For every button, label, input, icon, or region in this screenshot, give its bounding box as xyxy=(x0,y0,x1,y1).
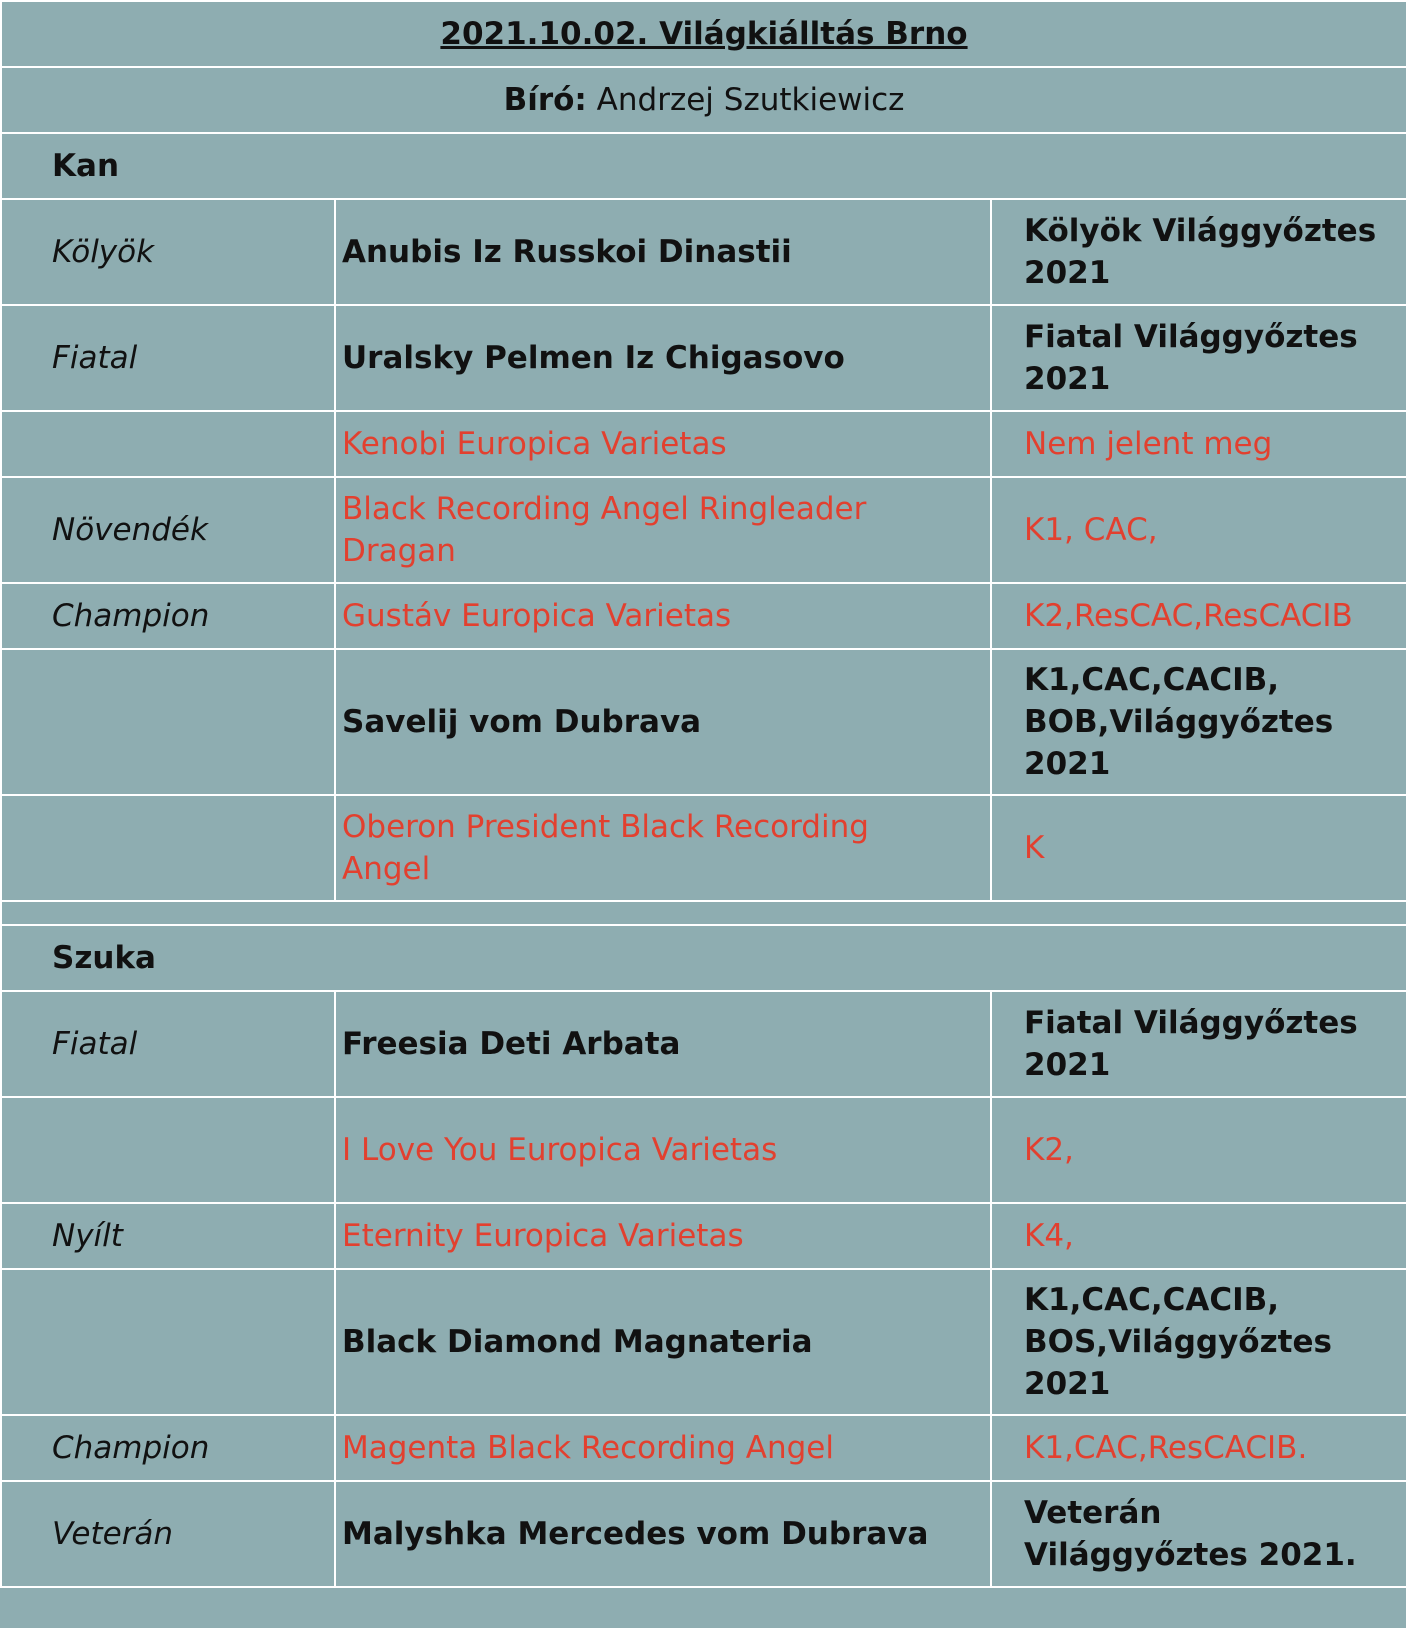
class-cell: Fiatal xyxy=(1,991,335,1097)
table-row xyxy=(1,1269,1406,1415)
result-cell: Nem jelent meg xyxy=(991,411,1406,477)
dog-name-cell: Black Diamond Magnateria xyxy=(335,1269,991,1415)
table-row xyxy=(1,795,1406,901)
dog-name-cell: Anubis Iz Russkoi Dinastii xyxy=(335,199,991,305)
table-row xyxy=(1,1203,1406,1269)
table-row xyxy=(1,1415,1406,1481)
result-cell: K1,CAC,ResCACIB. xyxy=(991,1415,1406,1481)
dog-name-cell: Malyshka Mercedes vom Dubrava xyxy=(335,1481,991,1587)
dog-name-cell: Kenobi Europica Varietas xyxy=(335,411,991,477)
dog-name-cell: Oberon President Black Recording Angel xyxy=(335,795,991,901)
section-heading: Kan xyxy=(1,133,1406,199)
table-row xyxy=(1,1097,1406,1203)
dog-name-cell: Uralsky Pelmen Iz Chigasovo xyxy=(335,305,991,411)
table-row xyxy=(1,411,1406,477)
dog-name-cell: Freesia Deti Arbata xyxy=(335,991,991,1097)
dog-name-cell: Gustáv Europica Varietas xyxy=(335,583,991,649)
class-cell: Champion xyxy=(1,583,335,649)
result-cell: K1,CAC,CACIB, BOS,Világgyőztes 2021 xyxy=(991,1269,1406,1415)
class-cell: Veterán xyxy=(1,1481,335,1587)
section-row-kan xyxy=(1,133,1406,199)
table-row xyxy=(1,991,1406,1097)
section-row-szuka xyxy=(1,925,1406,991)
dog-name-cell: Black Recording Angel Ringleader Dragan xyxy=(335,477,991,583)
class-cell xyxy=(1,795,335,901)
class-cell: Kölyök xyxy=(1,199,335,305)
page-title: 2021.10.02. Világkiálltás Brno xyxy=(1,1,1406,67)
table-row xyxy=(1,305,1406,411)
class-cell xyxy=(1,1097,335,1203)
result-cell: Fiatal Világgyőztes 2021 xyxy=(991,991,1406,1097)
section-heading: Szuka xyxy=(1,925,1406,991)
result-cell: K2,ResCAC,ResCACIB xyxy=(991,583,1406,649)
spacer-cell xyxy=(1,901,1406,925)
table-row xyxy=(1,477,1406,583)
result-cell: Kölyök Világgyőztes 2021 xyxy=(991,199,1406,305)
dog-name-cell: I Love You Europica Varietas xyxy=(335,1097,991,1203)
table-row xyxy=(1,583,1406,649)
class-cell: Növendék xyxy=(1,477,335,583)
judge-name: Andrzej Szutkiewicz xyxy=(596,82,905,118)
class-cell: Champion xyxy=(1,1415,335,1481)
class-cell: Fiatal xyxy=(1,305,335,411)
judge-row xyxy=(1,67,1406,133)
class-cell xyxy=(1,1269,335,1415)
result-cell: K2, xyxy=(991,1097,1406,1203)
result-cell: K xyxy=(991,795,1406,901)
dog-name-cell: Magenta Black Recording Angel xyxy=(335,1415,991,1481)
result-cell: Veterán Világgyőztes 2021. xyxy=(991,1481,1406,1587)
class-cell: Nyílt xyxy=(1,1203,335,1269)
result-cell: K1, CAC, xyxy=(991,477,1406,583)
class-cell xyxy=(1,411,335,477)
dog-name-cell: Eternity Europica Varietas xyxy=(335,1203,991,1269)
table-row xyxy=(1,649,1406,795)
result-cell: K1,CAC,CACIB, BOB,Világgyőztes 2021 xyxy=(991,649,1406,795)
table-row xyxy=(1,1481,1406,1587)
spacer-row xyxy=(1,901,1406,925)
table-row xyxy=(1,199,1406,305)
dog-name-cell: Savelij vom Dubrava xyxy=(335,649,991,795)
judge-label: Bíró: xyxy=(503,82,587,118)
result-cell: Fiatal Világgyőztes 2021 xyxy=(991,305,1406,411)
title-row xyxy=(1,1,1406,67)
result-cell: K4, xyxy=(991,1203,1406,1269)
class-cell xyxy=(1,649,335,795)
judge-info xyxy=(1,67,1406,133)
